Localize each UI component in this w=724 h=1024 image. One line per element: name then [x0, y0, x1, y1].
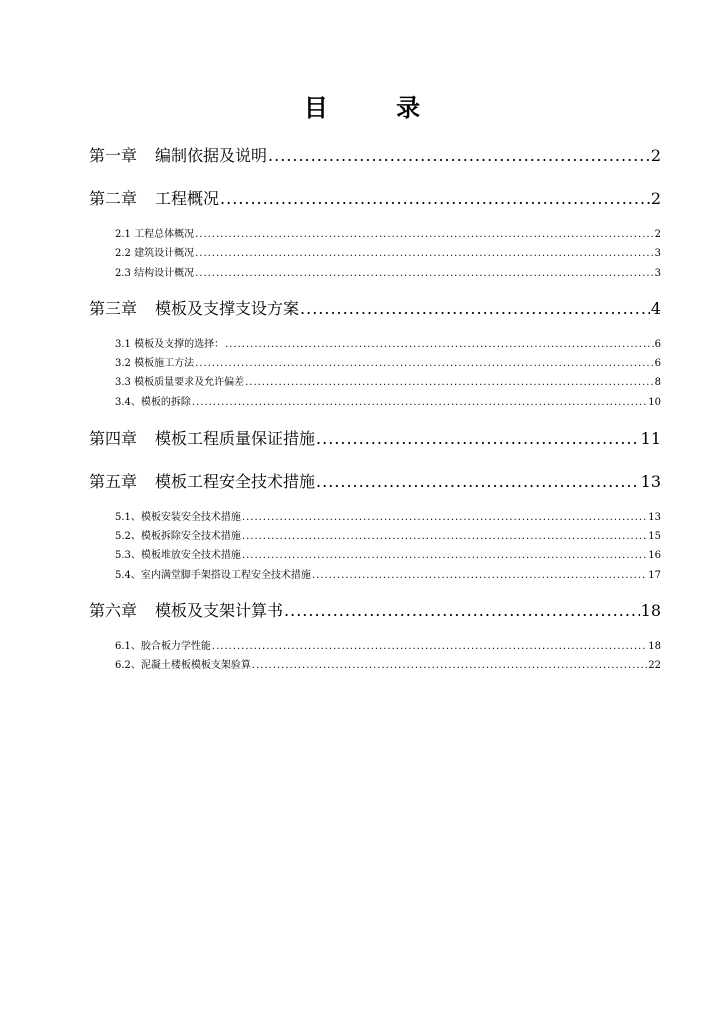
chapter-title: 工程概况	[155, 189, 220, 208]
toc-section-2-1[interactable]	[115, 225, 661, 240]
toc-chapter-1[interactable]	[89, 143, 661, 166]
section-title: 3.4、模板的拆除	[115, 397, 191, 408]
dot-leader	[195, 248, 654, 259]
toc-chapter-3[interactable]	[89, 296, 661, 319]
page-number: 2	[650, 189, 661, 208]
page-number: 6	[654, 339, 661, 350]
page-number: 3	[654, 268, 661, 279]
dot-leader	[284, 601, 640, 620]
section-title: 6.1、胶合板力学性能	[115, 641, 211, 652]
toc-section-3-1[interactable]	[115, 335, 661, 350]
toc-section-3-2[interactable]	[115, 354, 661, 369]
page-number: 2	[654, 229, 661, 240]
chapter-number: 第一章	[89, 146, 138, 165]
section-title: 6.2、泥凝土楼板模板支架验算	[115, 660, 251, 671]
page-number: 6	[654, 358, 661, 369]
chapter-number: 第四章	[89, 429, 138, 448]
dot-leader	[316, 429, 640, 448]
dot-leader	[268, 146, 650, 165]
dot-leader	[195, 358, 654, 369]
dot-leader	[195, 268, 654, 279]
toc-section-6-1[interactable]	[115, 637, 661, 652]
toc-section-5-1[interactable]	[115, 508, 661, 523]
section-title: 5.4、室内满堂脚手架搭设工程安全技术措施	[115, 570, 311, 581]
toc-section-2-2[interactable]	[115, 244, 661, 259]
toc-section-6-2[interactable]	[115, 656, 661, 671]
page-number: 3	[654, 248, 661, 259]
dot-leader	[316, 472, 640, 491]
dot-leader	[192, 397, 647, 408]
toc-chapter-5[interactable]	[89, 469, 661, 492]
section-title: 2.3 结构设计概况	[115, 268, 195, 279]
section-title: 5.3、模板堆放安全技术措施	[115, 550, 241, 561]
dot-leader	[195, 229, 654, 240]
toc-section-3-3[interactable]	[115, 373, 661, 388]
page-number: 2	[650, 146, 661, 165]
dot-leader	[300, 299, 650, 318]
page-number: 18	[648, 641, 661, 652]
dot-leader	[312, 570, 647, 581]
dot-leader	[242, 550, 647, 561]
page-number: 11	[640, 429, 661, 448]
dot-leader	[242, 531, 647, 542]
page-number: 4	[650, 299, 661, 318]
section-title: 3.1 模板及支撑的选择：	[115, 339, 225, 350]
toc-section-5-3[interactable]	[115, 546, 661, 561]
dot-leader	[220, 189, 650, 208]
dot-leader	[225, 339, 654, 350]
toc-section-5-4[interactable]	[115, 566, 661, 581]
section-title: 3.3 模板质量要求及允许偏差	[115, 377, 245, 388]
toc-section-3-4[interactable]	[115, 393, 661, 408]
page-number: 22	[648, 660, 661, 671]
page-number: 17	[648, 570, 661, 581]
dot-leader	[245, 377, 654, 388]
page-number: 8	[654, 377, 661, 388]
section-title: 2.1 工程总体概况	[115, 229, 195, 240]
chapter-title: 模板工程安全技术措施	[155, 472, 316, 491]
dot-leader	[212, 641, 647, 652]
page-number: 16	[648, 550, 661, 561]
page-number: 18	[640, 601, 661, 620]
chapter-title: 模板及支撑支设方案	[155, 299, 300, 318]
toc-section-5-2[interactable]	[115, 527, 661, 542]
chapter-number: 第六章	[89, 601, 138, 620]
chapter-title: 模板及支架计算书	[155, 601, 284, 620]
section-title: 3.2 模板施工方法	[115, 358, 195, 369]
page-number: 10	[648, 397, 661, 408]
toc-chapter-4[interactable]	[89, 426, 661, 449]
section-title: 2.2 建筑设计概况	[115, 248, 195, 259]
section-title: 5.2、模板拆除安全技术措施	[115, 531, 241, 542]
toc-section-2-3[interactable]	[115, 264, 661, 279]
dot-leader	[252, 660, 647, 671]
chapter-number: 第三章	[89, 299, 138, 318]
dot-leader	[242, 512, 647, 523]
toc-chapter-2[interactable]	[89, 186, 661, 209]
page-number: 15	[648, 531, 661, 542]
page-title: 目 录	[303, 94, 451, 122]
page-number: 13	[640, 472, 661, 491]
toc-chapter-6[interactable]	[89, 598, 661, 621]
chapter-number: 第五章	[89, 472, 138, 491]
chapter-number: 第二章	[89, 189, 138, 208]
section-title: 5.1、模板安装安全技术措施	[115, 512, 241, 523]
page-number: 13	[648, 512, 661, 523]
chapter-title: 编制依据及说明	[155, 146, 268, 165]
chapter-title: 模板工程质量保证措施	[155, 429, 316, 448]
